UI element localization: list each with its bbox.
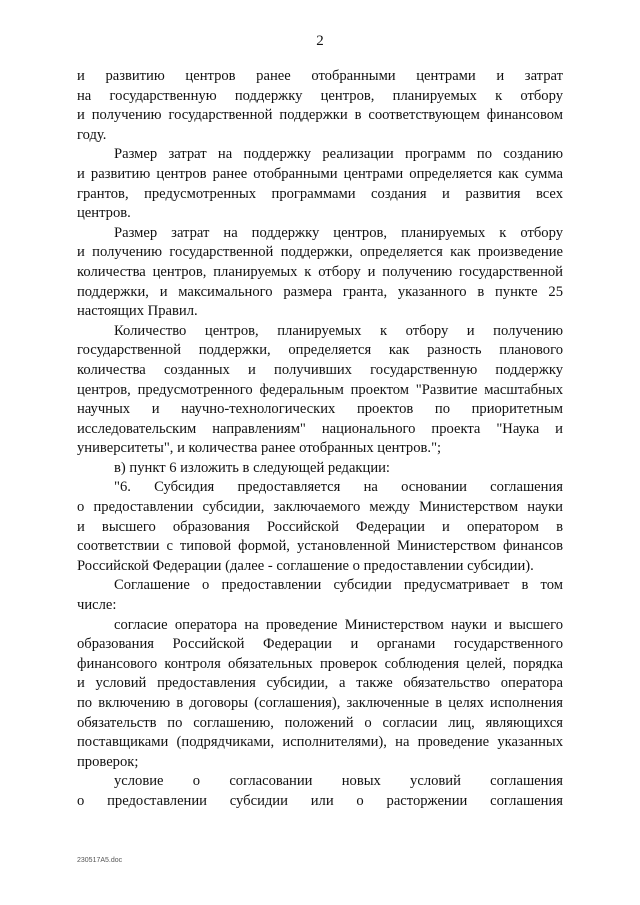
text-line: исследовательским направлениям" национального проекта "Наука и [77, 420, 563, 437]
text-line: научных и научно-технологических проектов по приоритетным [77, 401, 563, 418]
text-line: центров. [77, 205, 131, 222]
text-line: университеты", и количества ранее отобранных центров."; [77, 440, 442, 457]
text-line: о предоставлении субсидии или о расторжении соглашения [77, 792, 563, 809]
text-line: количества созданных и получивших государственную поддержку [77, 361, 563, 378]
text-line: образования Российской Федерации и органами государственного [77, 636, 563, 653]
text-line: Российской Федерации (далее - соглашение о предоставлении субсидии). [77, 557, 534, 574]
text-line: по включению в договоры (соглашения), заключенные в целях исполнения [77, 695, 563, 711]
text-line: и высшего образования Российской Федерации и оператором в [77, 518, 563, 535]
text-line: центров, предусмотренного федеральным проектом "Развитие масштабных [77, 381, 563, 398]
text-line: государственной поддержки, определяется как разность планового [77, 342, 563, 359]
text-line: количества центров, планируемых к отбору и получению государственной [77, 263, 563, 280]
text-line: и развитию центров ранее отобранными центрами и затрат [77, 68, 563, 84]
text-line: настоящих Правил. [77, 303, 198, 320]
text-line: поддержки, и максимального размера гранта, указанного в пункте 25 [77, 283, 563, 300]
text-line: году. [77, 126, 107, 143]
text-line: обязательств по соглашению, положений о согласии лиц, являющихся [77, 714, 563, 731]
text-line: "6. Субсидия предоставляется на основании соглашения [114, 479, 563, 496]
text-line: грантов, предусмотренных программами создания и развития всех [77, 185, 563, 202]
page-number: 2 [316, 33, 324, 49]
text-line: финансового контроля обязательных проверок соблюдения целей, порядка [77, 655, 563, 672]
text-line: и условий предоставления субсидии, а также обязательство оператора [77, 675, 563, 692]
text-line: поставщиками (подрядчиками, исполнителями), на проведение указанных [77, 734, 563, 751]
text-line: о предоставлении субсидии, заключаемого между Министерством науки [77, 499, 563, 516]
text-line: Размер затрат на поддержку центров, планируемых к отбору [114, 224, 563, 241]
document-filename-footer: 230517А5.doc [77, 857, 123, 864]
document-body [77, 67, 563, 812]
text-line: проверок; [77, 753, 139, 770]
text-line: Размер затрат на поддержку реализации программ по созданию [114, 146, 563, 163]
text-line: соответствии с типовой формой, установленной Министерством финансов [77, 538, 563, 555]
text-line: согласие оператора на проведение Министерством науки и высшего [114, 616, 563, 633]
text-line: и получению государственной поддержки в соответствующем финансовом [77, 107, 563, 124]
text-line: и получению государственной поддержки, определяется как произведение [77, 244, 563, 261]
text-line: Соглашение о предоставлении субсидии предусматривает в том [114, 577, 563, 594]
text-line: в) пункт 6 изложить в следующей редакции: [114, 459, 390, 476]
text-line: Количество центров, планируемых к отбору и получению [114, 322, 563, 339]
text-line: числе: [77, 597, 117, 614]
text-line: условие о согласовании новых условий соглашения [114, 773, 563, 790]
text-line: и развитию центров ранее отобранными центрами определяется как сумма [77, 165, 563, 182]
text-line: на государственную поддержку центров, планируемых к отбору [77, 87, 563, 104]
